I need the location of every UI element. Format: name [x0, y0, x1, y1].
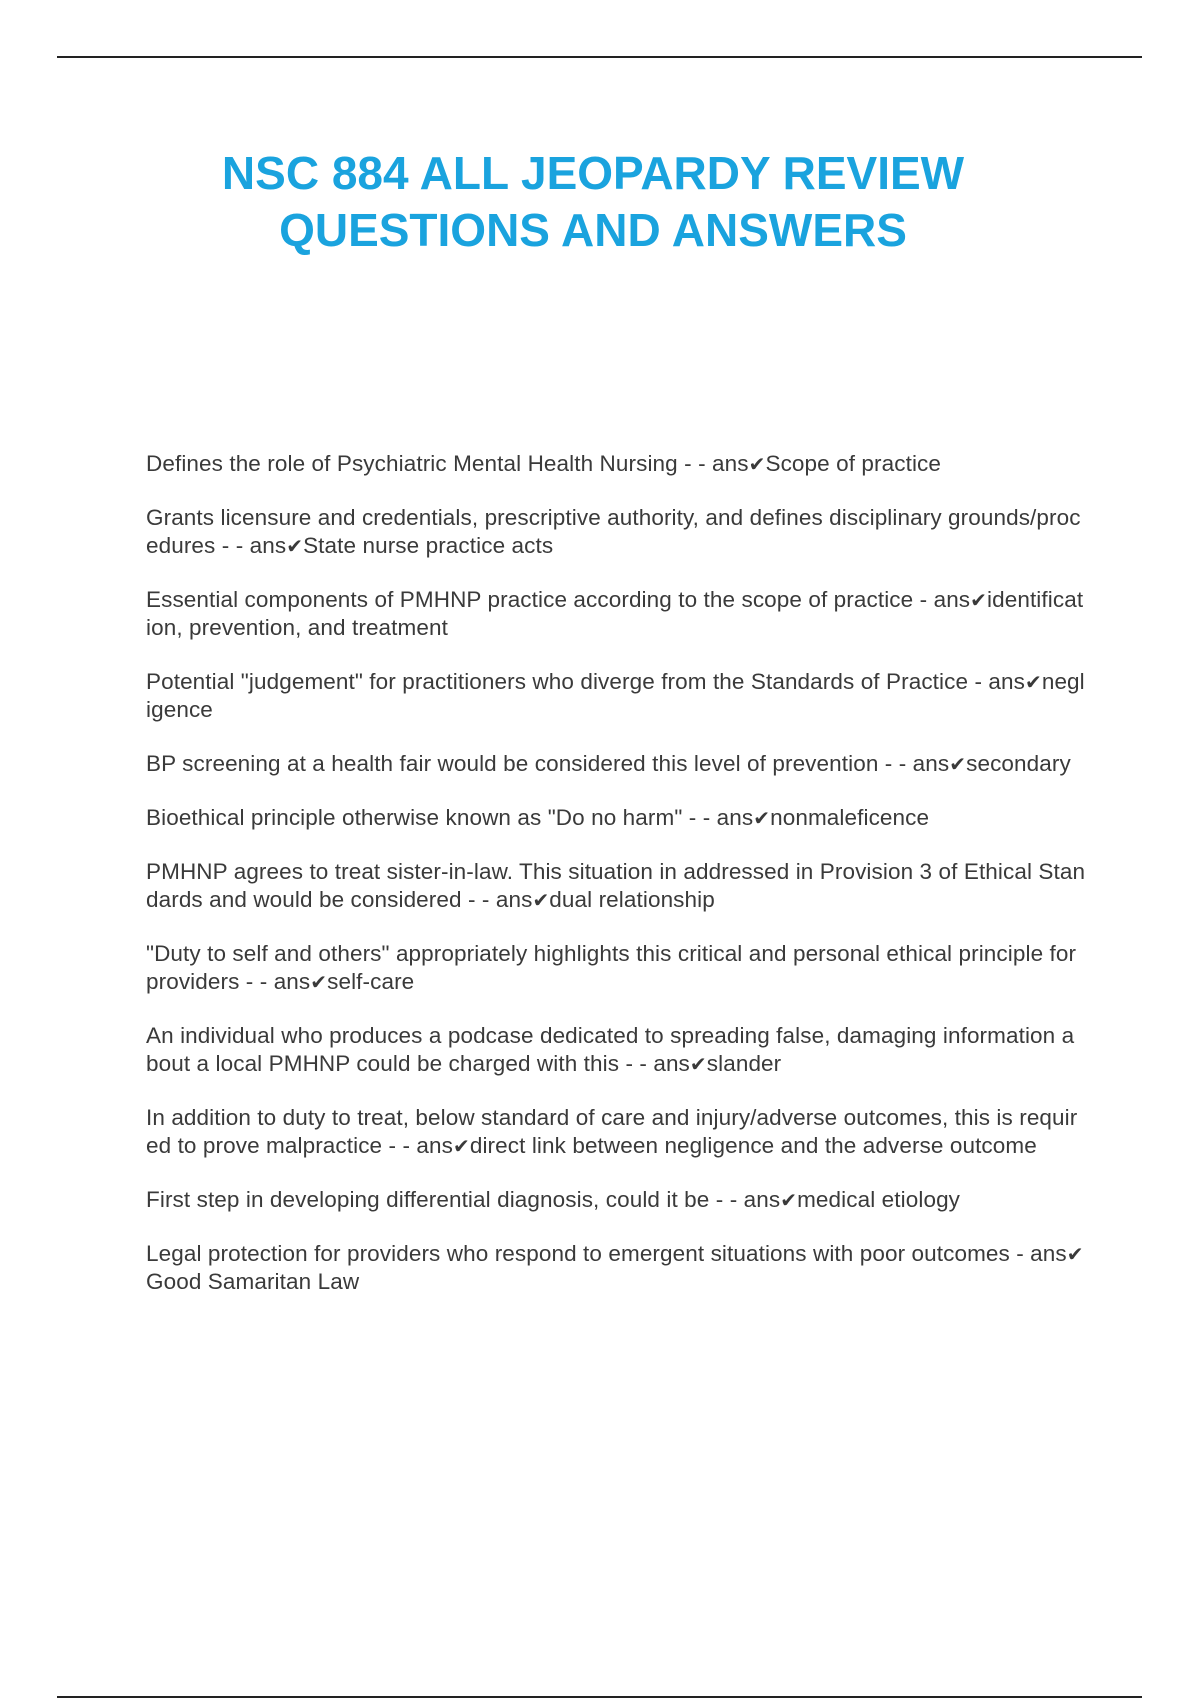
question-text: Bioethical principle otherwise known as "Do no harm" - - [146, 805, 717, 830]
qa-list [146, 450, 1086, 1322]
answer-prefix: ans [912, 751, 950, 776]
question-text: Legal protection for providers who respond to emergent situations with poor outcomes - [146, 1241, 1031, 1266]
check-icon: ✔ [780, 1188, 798, 1212]
question-text: BP screening at a health fair would be considered this level of prevention - - [146, 751, 913, 776]
question-text: Potential "judgement" for practitioners who diverge from the Standards of Practice - [146, 669, 989, 694]
answer-text: negligence [146, 669, 1085, 722]
check-icon: ✔ [286, 534, 304, 558]
answer-prefix: ans [249, 533, 287, 558]
answer-text: State nurse practice acts [303, 533, 554, 558]
answer-prefix: ans [416, 1133, 453, 1158]
check-icon: ✔ [970, 588, 988, 612]
qa-item [146, 858, 1086, 914]
check-icon: ✔ [1066, 1242, 1084, 1266]
question-text: Defines the role of Psychiatric Mental Health Nursing - - [146, 451, 713, 476]
answer-text: direct link between negligence and the adverse outcome [469, 1133, 1037, 1158]
question-text: "Duty to self and others" appropriately highlights this critical and personal ethical principle for providers - - [146, 941, 1077, 994]
bottom-divider [57, 1696, 1142, 1698]
answer-prefix: ans [653, 1051, 690, 1076]
question-text: In addition to duty to treat, below standard of care and injury/adverse outcomes, this is required to prove malpractice - - [146, 1105, 1078, 1158]
page-title [150, 145, 1036, 259]
check-icon: ✔ [949, 752, 967, 776]
answer-text: self-care [327, 969, 415, 994]
check-icon: ✔ [1024, 670, 1042, 694]
check-icon: ✔ [452, 1134, 470, 1158]
answer-prefix: ans [273, 969, 311, 994]
qa-item [146, 1104, 1086, 1160]
question-text: PMHNP agrees to treat sister-in-law. This situation in addressed in Provision 3 of Ethical Standards and would be considered - - [146, 859, 1086, 912]
page-title-line-1: NSC 884 ALL JEOPARDY REVIEW [221, 147, 965, 199]
qa-item [146, 1186, 1086, 1214]
qa-item [146, 750, 1086, 778]
qa-item [146, 668, 1086, 724]
qa-item [146, 586, 1086, 642]
answer-prefix: ans [712, 451, 749, 476]
answer-prefix: ans [933, 587, 971, 612]
top-divider [57, 56, 1142, 58]
check-icon: ✔ [532, 888, 550, 912]
answer-text: Scope of practice [765, 451, 942, 476]
qa-item [146, 1022, 1086, 1078]
question-text: Grants licensure and credentials, prescriptive authority, and defines disciplinary grounds/procedures - - [146, 505, 1081, 558]
answer-prefix: ans [495, 887, 533, 912]
answer-text: Good Samaritan Law [146, 1269, 360, 1294]
question-text: Essential components of PMHNP practice according to the scope of practice - [146, 587, 934, 612]
answer-prefix: ans [1030, 1241, 1067, 1266]
page-title-line-2: QUESTIONS AND ANSWERS [279, 204, 907, 256]
check-icon: ✔ [753, 806, 771, 830]
qa-item [146, 504, 1086, 560]
check-icon: ✔ [310, 970, 328, 994]
answer-text: slander [706, 1051, 782, 1076]
qa-item [146, 804, 1086, 832]
answer-prefix: ans [716, 805, 754, 830]
qa-item [146, 940, 1086, 996]
answer-text: medical etiology [797, 1187, 961, 1212]
question-text: First step in developing differential diagnosis, could it be - - [146, 1187, 744, 1212]
check-icon: ✔ [748, 452, 766, 476]
qa-item [146, 1240, 1086, 1296]
answer-prefix: ans [988, 669, 1025, 694]
answer-text: nonmaleficence [770, 805, 930, 830]
answer-text: identification, prevention, and treatment [146, 587, 1084, 640]
answer-text: dual relationship [549, 887, 715, 912]
answer-prefix: ans [743, 1187, 781, 1212]
answer-text: secondary [966, 751, 1071, 776]
qa-item [146, 450, 1086, 478]
question-text: An individual who produces a podcase dedicated to spreading false, damaging information about a local PMHNP could be charged with this - - [146, 1023, 1075, 1076]
check-icon: ✔ [689, 1052, 707, 1076]
